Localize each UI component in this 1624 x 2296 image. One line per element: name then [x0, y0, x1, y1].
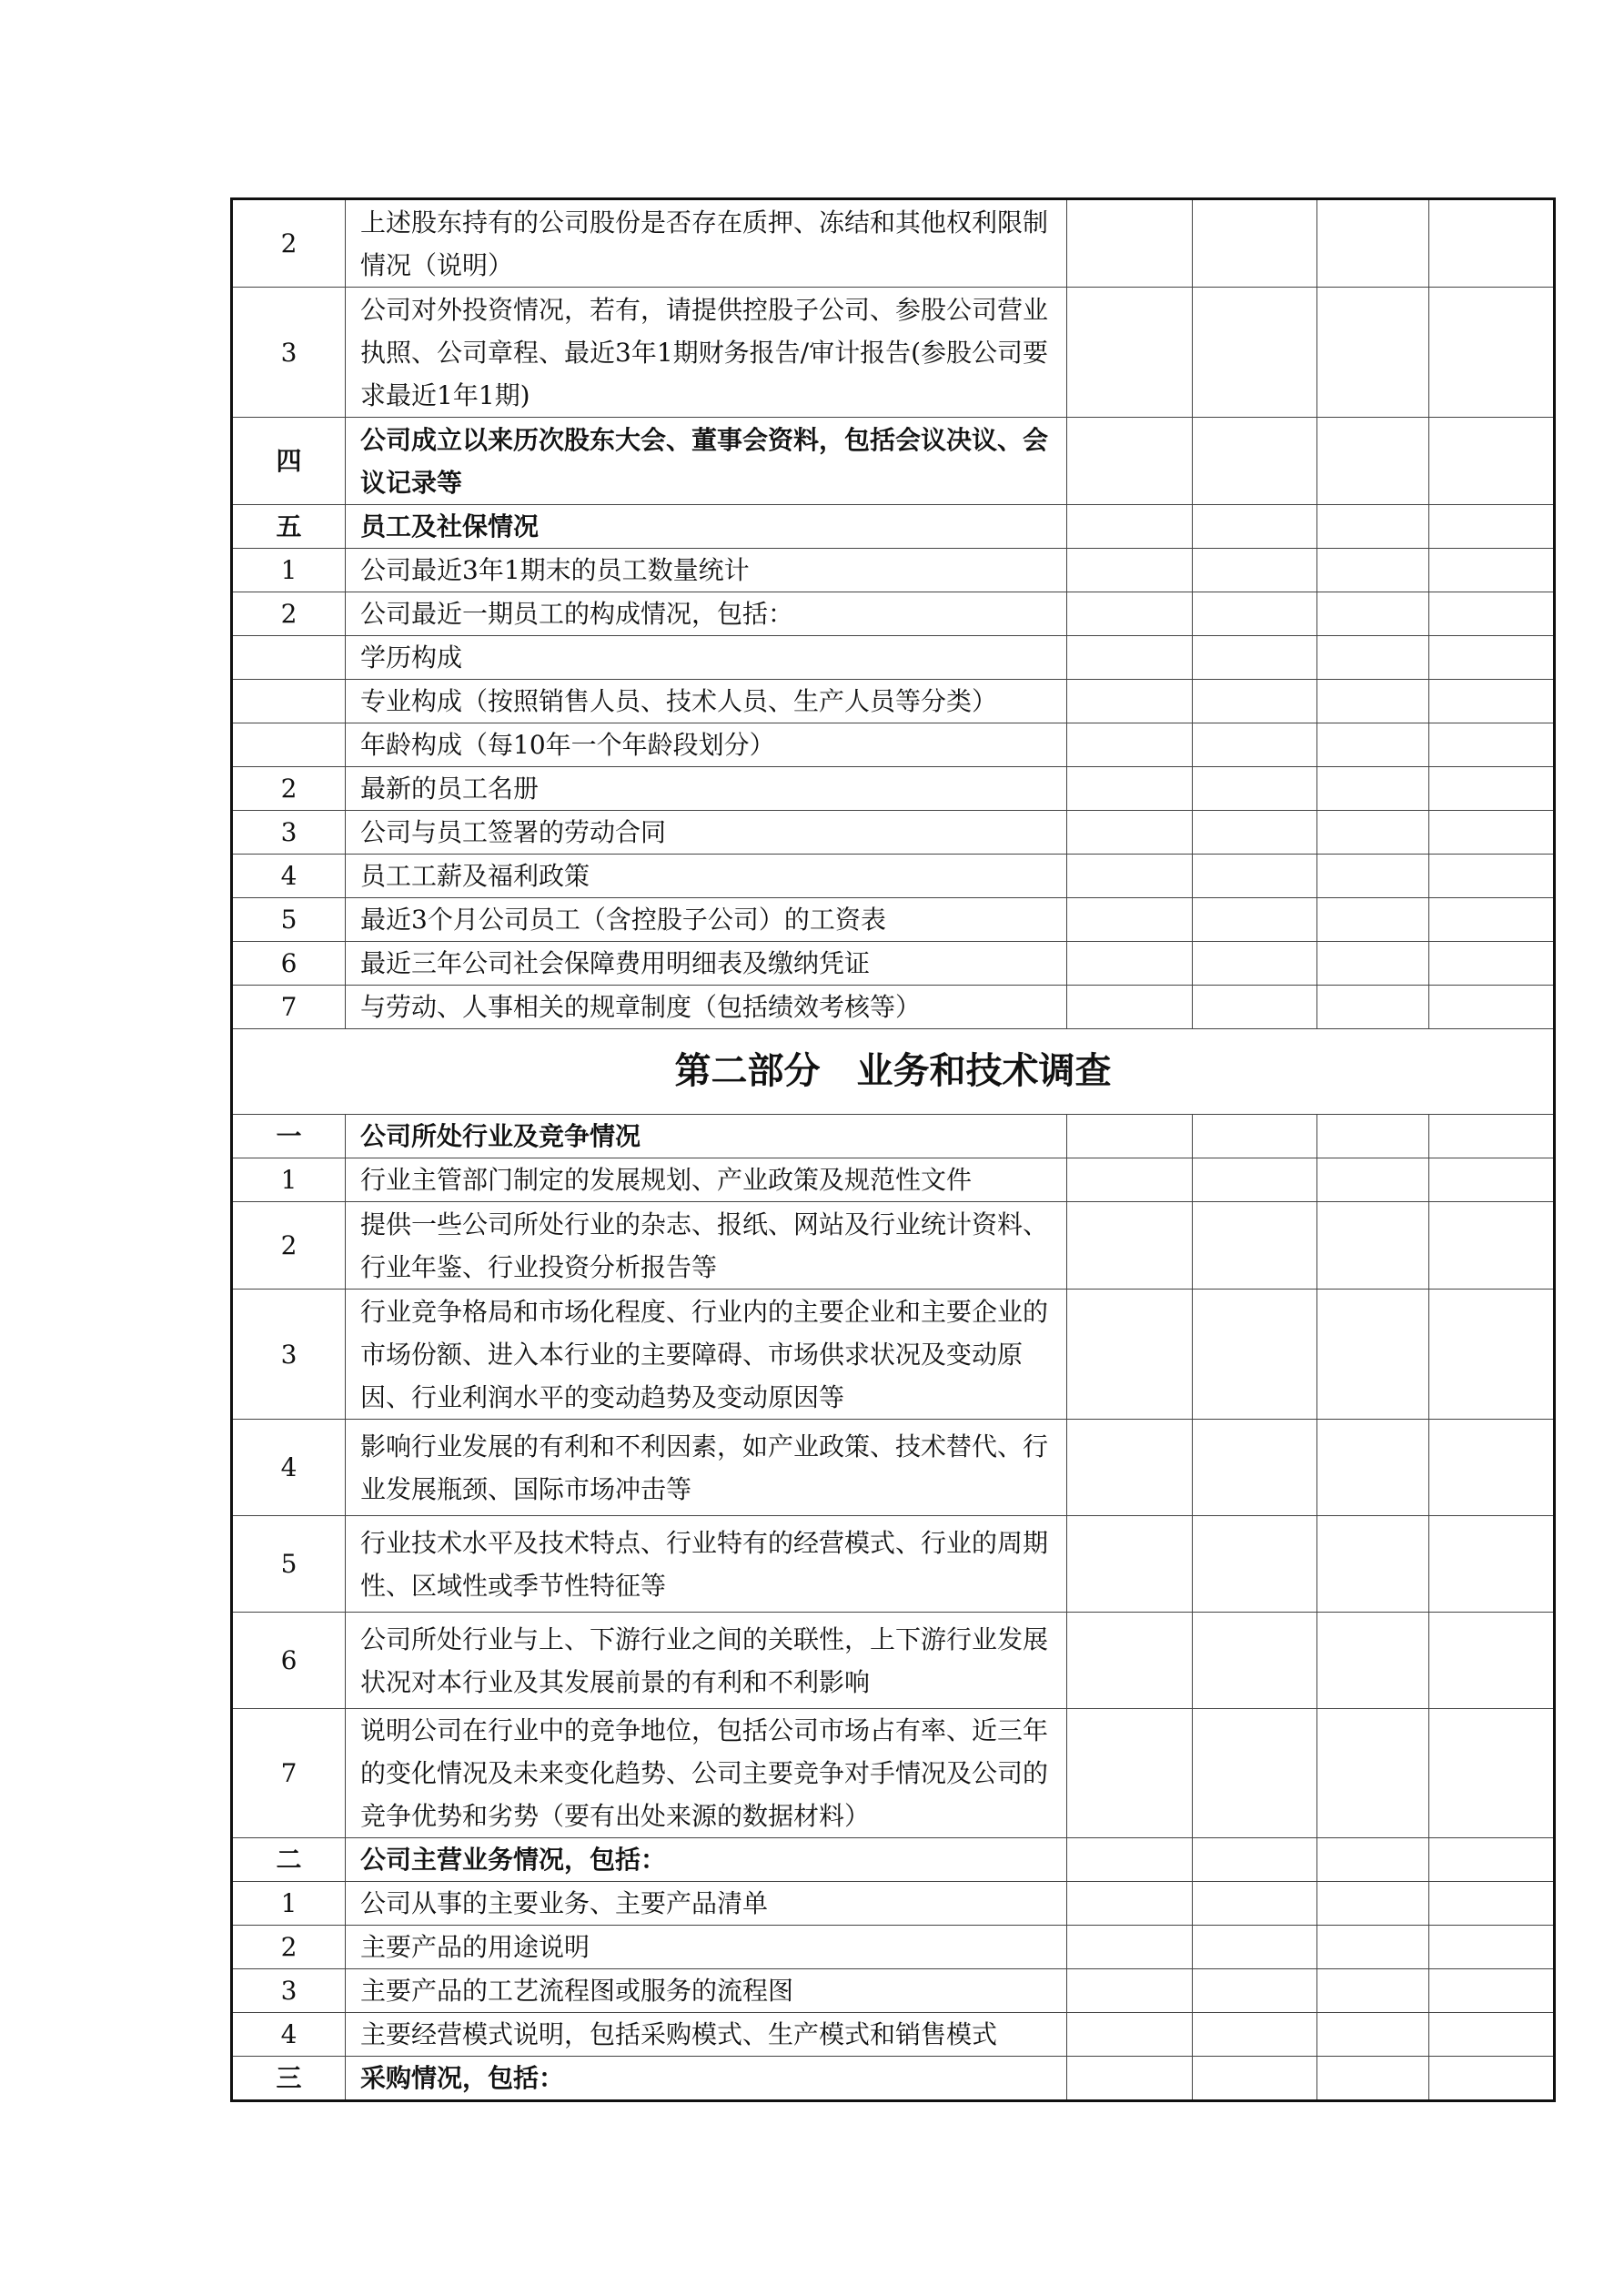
table-row — [232, 986, 1555, 1029]
blank-cell — [1193, 723, 1317, 767]
blank-cell — [1067, 1290, 1193, 1420]
blank-cell — [1317, 418, 1429, 505]
item-number: 2 — [232, 1202, 346, 1290]
table-row — [232, 1926, 1555, 1969]
item-description: 公司从事的主要业务、主要产品清单 — [346, 1882, 1067, 1926]
item-number: 二 — [232, 1838, 346, 1882]
blank-cell — [1067, 1202, 1193, 1290]
table-row — [232, 288, 1555, 418]
item-description: 提供一些公司所处行业的杂志、报纸、网站及行业统计资料、行业年鉴、行业投资分析报告等 — [346, 1202, 1067, 1290]
table-row — [232, 418, 1555, 505]
item-description: 员工工薪及福利政策 — [346, 855, 1067, 898]
item-number: 四 — [232, 418, 346, 505]
blank-cell — [1429, 288, 1555, 418]
blank-cell — [1317, 1158, 1429, 1202]
blank-cell — [1429, 767, 1555, 811]
blank-cell — [1429, 1613, 1555, 1709]
blank-cell — [1429, 855, 1555, 898]
table-row — [232, 767, 1555, 811]
blank-cell — [1193, 1882, 1317, 1926]
blank-cell — [1429, 1516, 1555, 1613]
blank-cell — [1193, 505, 1317, 549]
item-number: 一 — [232, 1115, 346, 1158]
item-description: 行业技术水平及技术特点、行业特有的经营模式、行业的周期性、区域性或季节性特征等 — [346, 1516, 1067, 1613]
blank-cell — [1067, 1420, 1193, 1516]
item-description: 专业构成（按照销售人员、技术人员、生产人员等分类） — [346, 680, 1067, 723]
item-number: 4 — [232, 2013, 346, 2057]
blank-cell — [1317, 549, 1429, 592]
blank-cell — [1193, 767, 1317, 811]
blank-cell — [1317, 1202, 1429, 1290]
table-row — [232, 1290, 1555, 1420]
blank-cell — [1429, 505, 1555, 549]
blank-cell — [1317, 680, 1429, 723]
item-number — [232, 723, 346, 767]
item-number: 1 — [232, 1882, 346, 1926]
table-row — [232, 636, 1555, 680]
table-row — [232, 592, 1555, 636]
blank-cell — [1317, 767, 1429, 811]
item-description: 行业主管部门制定的发展规划、产业政策及规范性文件 — [346, 1158, 1067, 1202]
blank-cell — [1317, 1516, 1429, 1613]
blank-cell — [1317, 1882, 1429, 1926]
blank-cell — [1317, 505, 1429, 549]
blank-cell — [1429, 1202, 1555, 1290]
table-row — [232, 680, 1555, 723]
item-number: 2 — [232, 592, 346, 636]
blank-cell — [1429, 592, 1555, 636]
item-description: 最近三年公司社会保障费用明细表及缴纳凭证 — [346, 942, 1067, 986]
item-description: 上述股东持有的公司股份是否存在质押、冻结和其他权利限制情况（说明） — [346, 199, 1067, 288]
blank-cell — [1193, 418, 1317, 505]
blank-cell — [1429, 418, 1555, 505]
blank-cell — [1067, 1709, 1193, 1838]
blank-cell — [1067, 1838, 1193, 1882]
blank-cell — [1317, 2057, 1429, 2101]
blank-cell — [1317, 1709, 1429, 1838]
blank-cell — [1429, 1115, 1555, 1158]
blank-cell — [1067, 636, 1193, 680]
table-row — [232, 811, 1555, 855]
item-description: 主要产品的工艺流程图或服务的流程图 — [346, 1969, 1067, 2013]
blank-cell — [1317, 942, 1429, 986]
item-number: 5 — [232, 1516, 346, 1613]
blank-cell — [1429, 1709, 1555, 1838]
blank-cell — [1317, 1290, 1429, 1420]
item-description: 公司最近3年1期末的员工数量统计 — [346, 549, 1067, 592]
item-description: 学历构成 — [346, 636, 1067, 680]
item-description: 最新的员工名册 — [346, 767, 1067, 811]
table-row — [232, 1838, 1555, 1882]
blank-cell — [1067, 592, 1193, 636]
blank-cell — [1317, 855, 1429, 898]
blank-cell — [1193, 2057, 1317, 2101]
blank-cell — [1317, 898, 1429, 942]
item-number: 2 — [232, 199, 346, 288]
item-description: 最近3个月公司员工（含控股子公司）的工资表 — [346, 898, 1067, 942]
blank-cell — [1193, 1202, 1317, 1290]
blank-cell — [1193, 986, 1317, 1029]
item-description: 员工及社保情况 — [346, 505, 1067, 549]
item-number: 1 — [232, 1158, 346, 1202]
blank-cell — [1429, 2013, 1555, 2057]
blank-cell — [1067, 942, 1193, 986]
blank-cell — [1317, 592, 1429, 636]
blank-cell — [1317, 288, 1429, 418]
blank-cell — [1193, 1709, 1317, 1838]
item-description: 说明公司在行业中的竞争地位，包括公司市场占有率、近三年的变化情况及未来变化趋势、公司主要竞争对手情况及公司的竞争优势和劣势（要有出处来源的数据材料） — [346, 1709, 1067, 1838]
blank-cell — [1067, 680, 1193, 723]
item-number: 2 — [232, 767, 346, 811]
blank-cell — [1317, 986, 1429, 1029]
blank-cell — [1193, 636, 1317, 680]
blank-cell — [1429, 1290, 1555, 1420]
blank-cell — [1067, 418, 1193, 505]
table-row — [232, 723, 1555, 767]
table-row — [232, 1969, 1555, 2013]
table-row — [232, 1882, 1555, 1926]
item-description: 公司成立以来历次股东大会、董事会资料，包括会议决议、会议记录等 — [346, 418, 1067, 505]
blank-cell — [1317, 199, 1429, 288]
blank-cell — [1429, 723, 1555, 767]
item-number: 5 — [232, 898, 346, 942]
blank-cell — [1429, 942, 1555, 986]
table-row — [232, 1613, 1555, 1709]
item-description: 影响行业发展的有利和不利因素，如产业政策、技术替代、行业发展瓶颈、国际市场冲击等 — [346, 1420, 1067, 1516]
table-row — [232, 1158, 1555, 1202]
item-number: 6 — [232, 942, 346, 986]
blank-cell — [1193, 1838, 1317, 1882]
item-description: 行业竞争格局和市场化程度、行业内的主要企业和主要企业的市场份额、进入本行业的主要障碍、市场供求状况及变动原因、行业利润水平的变动趋势及变动原因等 — [346, 1290, 1067, 1420]
blank-cell — [1067, 986, 1193, 1029]
table-row — [232, 505, 1555, 549]
item-description: 与劳动、人事相关的规章制度（包括绩效考核等） — [346, 986, 1067, 1029]
table-row — [232, 1202, 1555, 1290]
blank-cell — [1429, 1838, 1555, 1882]
blank-cell — [1193, 2013, 1317, 2057]
blank-cell — [1193, 1926, 1317, 1969]
blank-cell — [1429, 1969, 1555, 2013]
blank-cell — [1067, 1969, 1193, 2013]
item-description: 公司所处行业及竞争情况 — [346, 1115, 1067, 1158]
blank-cell — [1317, 1613, 1429, 1709]
blank-cell — [1317, 1969, 1429, 2013]
blank-cell — [1429, 636, 1555, 680]
table-row — [232, 1516, 1555, 1613]
item-description: 公司与员工签署的劳动合同 — [346, 811, 1067, 855]
table-row — [232, 942, 1555, 986]
blank-cell — [1193, 549, 1317, 592]
table-row — [232, 549, 1555, 592]
section-title-row — [232, 1029, 1555, 1115]
blank-cell — [1067, 288, 1193, 418]
item-number: 3 — [232, 811, 346, 855]
table-row — [232, 855, 1555, 898]
blank-cell — [1317, 1838, 1429, 1882]
blank-cell — [1067, 855, 1193, 898]
item-number: 4 — [232, 855, 346, 898]
item-description: 主要产品的用途说明 — [346, 1926, 1067, 1969]
blank-cell — [1429, 2057, 1555, 2101]
item-description: 采购情况，包括： — [346, 2057, 1067, 2101]
blank-cell — [1067, 199, 1193, 288]
blank-cell — [1429, 199, 1555, 288]
blank-cell — [1193, 811, 1317, 855]
blank-cell — [1317, 1115, 1429, 1158]
item-number: 6 — [232, 1613, 346, 1709]
item-number: 7 — [232, 1709, 346, 1838]
blank-cell — [1193, 288, 1317, 418]
item-description: 公司对外投资情况，若有，请提供控股子公司、参股公司营业执照、公司章程、最近3年1期财务报告/审计报告(参股公司要求最近1年1期) — [346, 288, 1067, 418]
blank-cell — [1067, 1926, 1193, 1969]
blank-cell — [1429, 680, 1555, 723]
table-row — [232, 199, 1555, 288]
blank-cell — [1193, 1969, 1317, 2013]
blank-cell — [1193, 942, 1317, 986]
table-row — [232, 2013, 1555, 2057]
blank-cell — [1067, 505, 1193, 549]
table-row — [232, 1115, 1555, 1158]
blank-cell — [1193, 1115, 1317, 1158]
blank-cell — [1067, 1613, 1193, 1709]
blank-cell — [1317, 723, 1429, 767]
blank-cell — [1317, 1926, 1429, 1969]
table-row — [232, 898, 1555, 942]
item-number: 1 — [232, 549, 346, 592]
table-row — [232, 1420, 1555, 1516]
blank-cell — [1429, 549, 1555, 592]
blank-cell — [1429, 986, 1555, 1029]
blank-cell — [1067, 898, 1193, 942]
blank-cell — [1193, 1290, 1317, 1420]
blank-cell — [1317, 2013, 1429, 2057]
blank-cell — [1193, 855, 1317, 898]
table-row — [232, 2057, 1555, 2101]
blank-cell — [1193, 199, 1317, 288]
blank-cell — [1193, 1516, 1317, 1613]
blank-cell — [1193, 592, 1317, 636]
blank-cell — [1067, 767, 1193, 811]
item-number: 7 — [232, 986, 346, 1029]
table-row — [232, 1709, 1555, 1838]
blank-cell — [1067, 2057, 1193, 2101]
section-title: 第二部分 业务和技术调查 — [232, 1029, 1555, 1115]
blank-cell — [1429, 898, 1555, 942]
item-description: 公司所处行业与上、下游行业之间的关联性，上下游行业发展状况对本行业及其发展前景的有利和不利影响 — [346, 1613, 1067, 1709]
item-number: 2 — [232, 1926, 346, 1969]
item-description: 年龄构成（每10年一个年龄段划分） — [346, 723, 1067, 767]
blank-cell — [1067, 1115, 1193, 1158]
item-number — [232, 680, 346, 723]
checklist-table — [230, 197, 1556, 2102]
blank-cell — [1429, 811, 1555, 855]
blank-cell — [1067, 2013, 1193, 2057]
blank-cell — [1193, 898, 1317, 942]
blank-cell — [1193, 1613, 1317, 1709]
blank-cell — [1429, 1926, 1555, 1969]
blank-cell — [1317, 636, 1429, 680]
blank-cell — [1067, 1158, 1193, 1202]
item-number: 三 — [232, 2057, 346, 2101]
blank-cell — [1317, 1420, 1429, 1516]
blank-cell — [1067, 1516, 1193, 1613]
item-number: 五 — [232, 505, 346, 549]
item-number — [232, 636, 346, 680]
blank-cell — [1067, 1882, 1193, 1926]
item-description: 公司最近一期员工的构成情况，包括： — [346, 592, 1067, 636]
blank-cell — [1067, 549, 1193, 592]
blank-cell — [1067, 811, 1193, 855]
blank-cell — [1317, 811, 1429, 855]
blank-cell — [1193, 1158, 1317, 1202]
item-description: 主要经营模式说明，包括采购模式、生产模式和销售模式 — [346, 2013, 1067, 2057]
blank-cell — [1067, 723, 1193, 767]
item-description: 公司主营业务情况，包括： — [346, 1838, 1067, 1882]
item-number: 3 — [232, 288, 346, 418]
item-number: 3 — [232, 1290, 346, 1420]
item-number: 3 — [232, 1969, 346, 2013]
blank-cell — [1429, 1420, 1555, 1516]
item-number: 4 — [232, 1420, 346, 1516]
blank-cell — [1429, 1158, 1555, 1202]
blank-cell — [1429, 1882, 1555, 1926]
blank-cell — [1193, 1420, 1317, 1516]
blank-cell — [1193, 680, 1317, 723]
